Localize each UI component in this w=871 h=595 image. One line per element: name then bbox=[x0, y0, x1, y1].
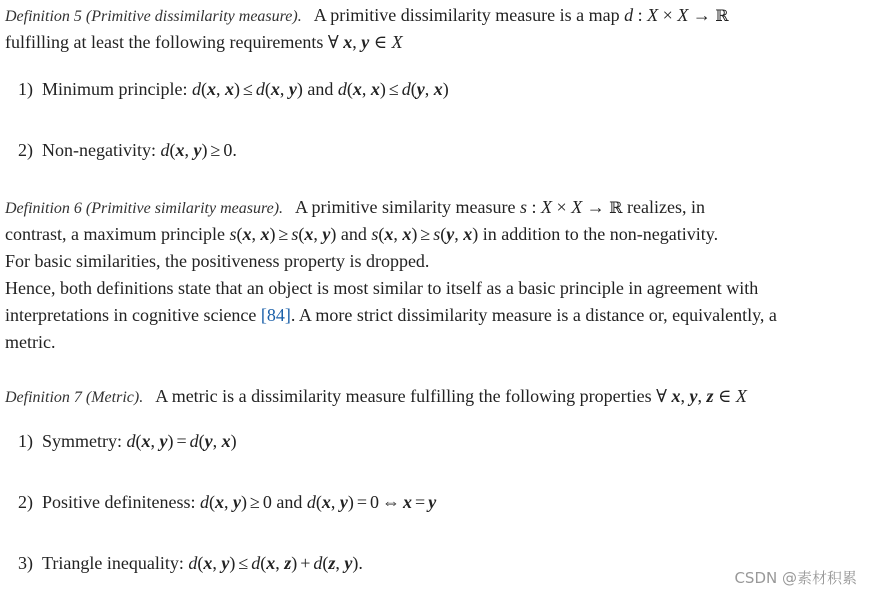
def7-item-triangle-inequality: 3) Triangle inequality: d(x, y) ≤ d(x, z) + d(z, y). bbox=[18, 553, 363, 573]
definition-5-label: Definition 5 (Primitive dissimilarity measure). bbox=[5, 8, 302, 25]
definition-7-line-1: Definition 7 (Metric). A metric is a dissimilarity measure fulfilling the following properties ∀ x, y, z ∈ X bbox=[5, 386, 747, 406]
citation-link-84[interactable]: [84] bbox=[260, 305, 291, 325]
paragraph-line-1: Hence, both definitions state that an object is most similar to itself as a basic principle in agreement with bbox=[5, 278, 759, 298]
def5-item-non-negativity: 2) Non-negativity: d(x, y) ≥ 0. bbox=[18, 140, 237, 160]
definition-5-requirements: fulfilling at least the following requirements bbox=[5, 32, 324, 52]
definition-7-label: Definition 7 (Metric). bbox=[5, 389, 144, 406]
definition-6-line-2: contrast, a maximum principle s(x, x) ≥ s(x, y) and s(x, x) ≥ s(y, x) in addition to the non-negativity. bbox=[5, 224, 719, 244]
def7-item-positive-definiteness: 2) Positive definiteness: d(x, y) ≥ 0 and d(x, y) = 0 ⇔ x = y bbox=[18, 492, 437, 512]
def5-item-minimum-principle: 1) Minimum principle: d(x, x) ≤ d(x, y) and d(x, x) ≤ d(y, x) bbox=[18, 79, 449, 99]
def7-item-symmetry: 1) Symmetry: d(x, y) = d(y, x) bbox=[18, 431, 237, 451]
definition-5-line-2: fulfilling at least the following requirements ∀ x, y ∈ X bbox=[5, 32, 403, 52]
definition-5-text: A primitive dissimilarity measure is a map bbox=[313, 5, 620, 25]
watermark-text: CSDN @素材积累 bbox=[734, 569, 857, 587]
definition-6-line-1: Definition 6 (Primitive similarity measure). A primitive similarity measure s : X × X → ℝ realizes, in bbox=[5, 197, 705, 217]
definition-6-line-3: For basic similarities, the positiveness property is dropped. bbox=[5, 251, 430, 271]
definition-6-label: Definition 6 (Primitive similarity measure). bbox=[5, 200, 284, 217]
definition-5-line-1: Definition 5 (Primitive dissimilarity measure). A primitive dissimilarity measure is a map d : X × X → ℝ bbox=[5, 5, 729, 25]
paragraph-line-3: metric. bbox=[5, 332, 56, 352]
paragraph-line-2: interpretations in cognitive science [84]. A more strict dissimilarity measure is a distance or, equivalently, a bbox=[5, 305, 777, 325]
